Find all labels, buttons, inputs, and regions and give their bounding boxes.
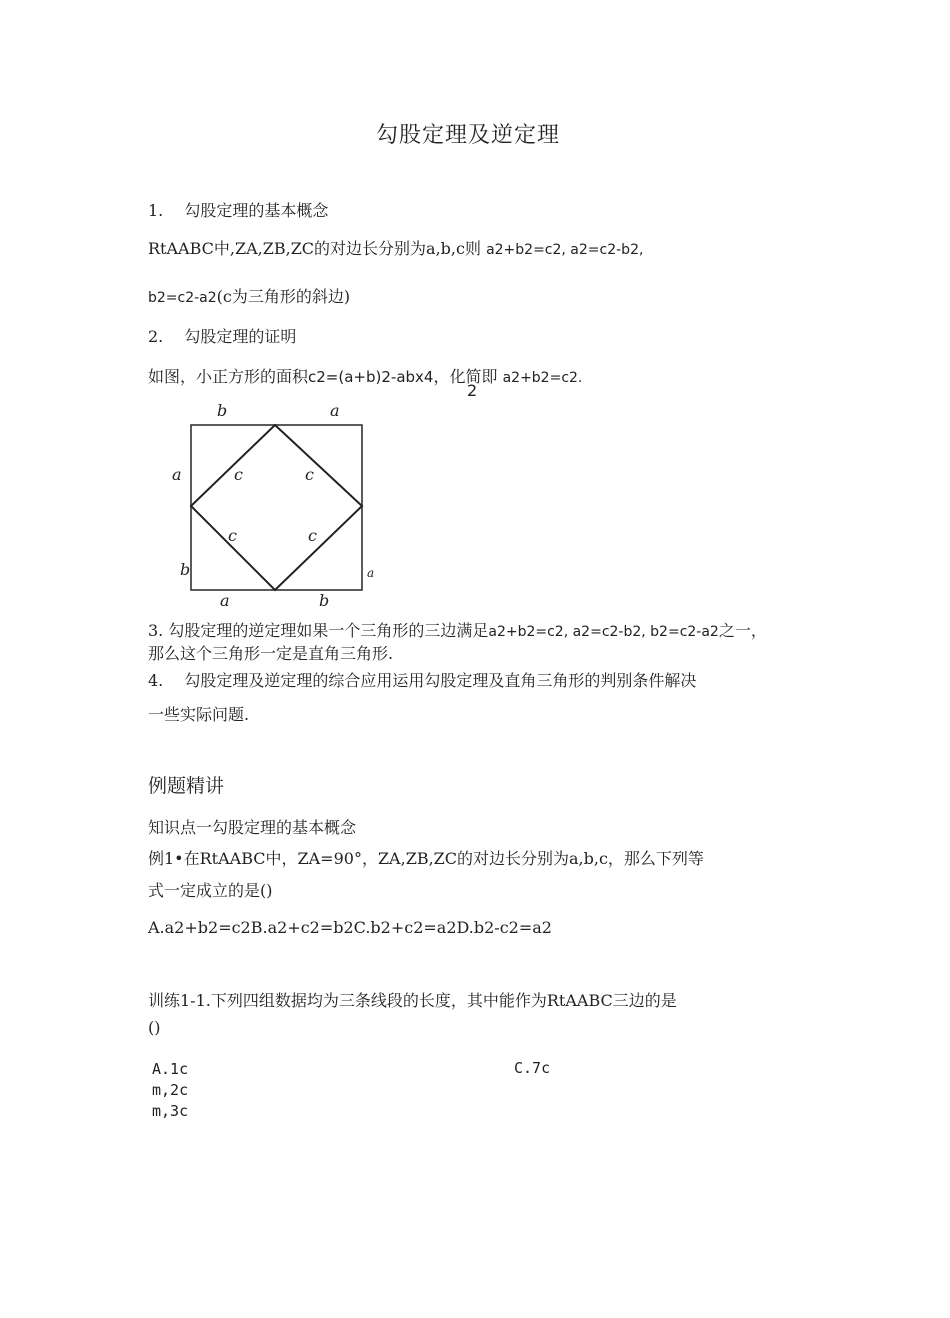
section-2-lead: 如图，小正方形的面积 bbox=[148, 367, 309, 386]
examples-heading: 例题精讲 bbox=[148, 775, 225, 797]
inner-square bbox=[191, 425, 362, 590]
label-c-bottom-right: c bbox=[308, 526, 317, 545]
section-1-formula-2: b2=c2-a2 bbox=[148, 290, 217, 306]
section-1-heading: 1. 勾股定理的基本概念 bbox=[148, 201, 329, 220]
example-1-line-2: 式一定成立的是() bbox=[148, 881, 273, 900]
section-2-result: a2+b2=c2. bbox=[502, 370, 583, 386]
option-a-column bbox=[150, 1058, 210, 1120]
option-a-line-3: m,3c bbox=[152, 1102, 189, 1120]
label-top-a: a bbox=[330, 401, 340, 420]
section-3-tail: 之一， bbox=[718, 621, 767, 640]
knowledge-point-heading: 知识点一勾股定理的基本概念 bbox=[148, 818, 357, 837]
section-1-formula-1: a2+b2=c2, a2=c2-b2, bbox=[486, 242, 644, 258]
section-2-fraction-denominator: 2 bbox=[467, 381, 478, 400]
section-3-line-2: 那么这个三角形一定是直角三角形. bbox=[148, 644, 394, 663]
section-1-line-2 bbox=[148, 284, 350, 307]
label-bottom-b: b bbox=[319, 591, 330, 610]
option-a-line-2: m,2c bbox=[152, 1081, 189, 1099]
option-c-line-1: C.7c bbox=[514, 1059, 551, 1077]
section-3-line-1 bbox=[148, 618, 767, 641]
label-right-a: a bbox=[367, 566, 375, 580]
section-1-text: RtAABC中,ZA,ZB,ZC的对边长分别为a,b,c则 bbox=[148, 239, 481, 258]
outer-square bbox=[191, 425, 362, 590]
option-a-line-1: A.1c bbox=[152, 1060, 189, 1078]
section-1-line-1 bbox=[148, 236, 643, 259]
section-2-heading: 2. 勾股定理的证明 bbox=[148, 327, 297, 346]
pythagoras-proof-figure bbox=[160, 398, 390, 614]
section-2-proof-line bbox=[148, 364, 582, 387]
option-c-column bbox=[512, 1058, 562, 1077]
label-top-b: b bbox=[217, 401, 228, 420]
example-1-options: A.a2+b2=c2B.a2+c2=b2C.b2+c2=a2D.b2-c2=a2 bbox=[148, 918, 552, 937]
section-2-formula: c2=(a+b)2-abx4 bbox=[308, 368, 434, 386]
section-3-text: 3. 勾股定理的逆定理如果一个三角形的三边满足 bbox=[148, 621, 489, 640]
label-bottom-a: a bbox=[220, 591, 230, 610]
section-4-line-1: 4. 勾股定理及逆定理的综合应用运用勾股定理及直角三角形的判别条件解决 bbox=[148, 671, 697, 690]
section-2-tail: 化简即 bbox=[449, 367, 498, 386]
label-left-a: a bbox=[172, 465, 182, 484]
section-4-line-2: 一些实际问题. bbox=[148, 705, 250, 724]
label-c-bottom-left: c bbox=[228, 526, 237, 545]
training-line-2: () bbox=[148, 1018, 161, 1037]
label-c-top-right: c bbox=[305, 465, 314, 484]
example-1-line-1: 例1•在RtAABC中，ZA=90°，ZA,ZB,ZC的对边长分别为a,b,c，那么下列等 bbox=[148, 849, 704, 868]
label-left-b: b bbox=[180, 560, 191, 579]
page-title: 勾股定理及逆定理 bbox=[376, 123, 561, 148]
section-3-formula: a2+b2=c2, a2=c2-b2, b2=c2-a2 bbox=[488, 624, 719, 640]
section-2-comma: ， bbox=[433, 367, 450, 386]
training-line-1: 训练1-1.下列四组数据均为三条线段的长度，其中能作为RtAABC三边的是 bbox=[148, 991, 677, 1010]
label-c-top-left: c bbox=[234, 465, 243, 484]
section-1-hypotenuse-note: (c为三角形的斜边) bbox=[216, 287, 351, 306]
